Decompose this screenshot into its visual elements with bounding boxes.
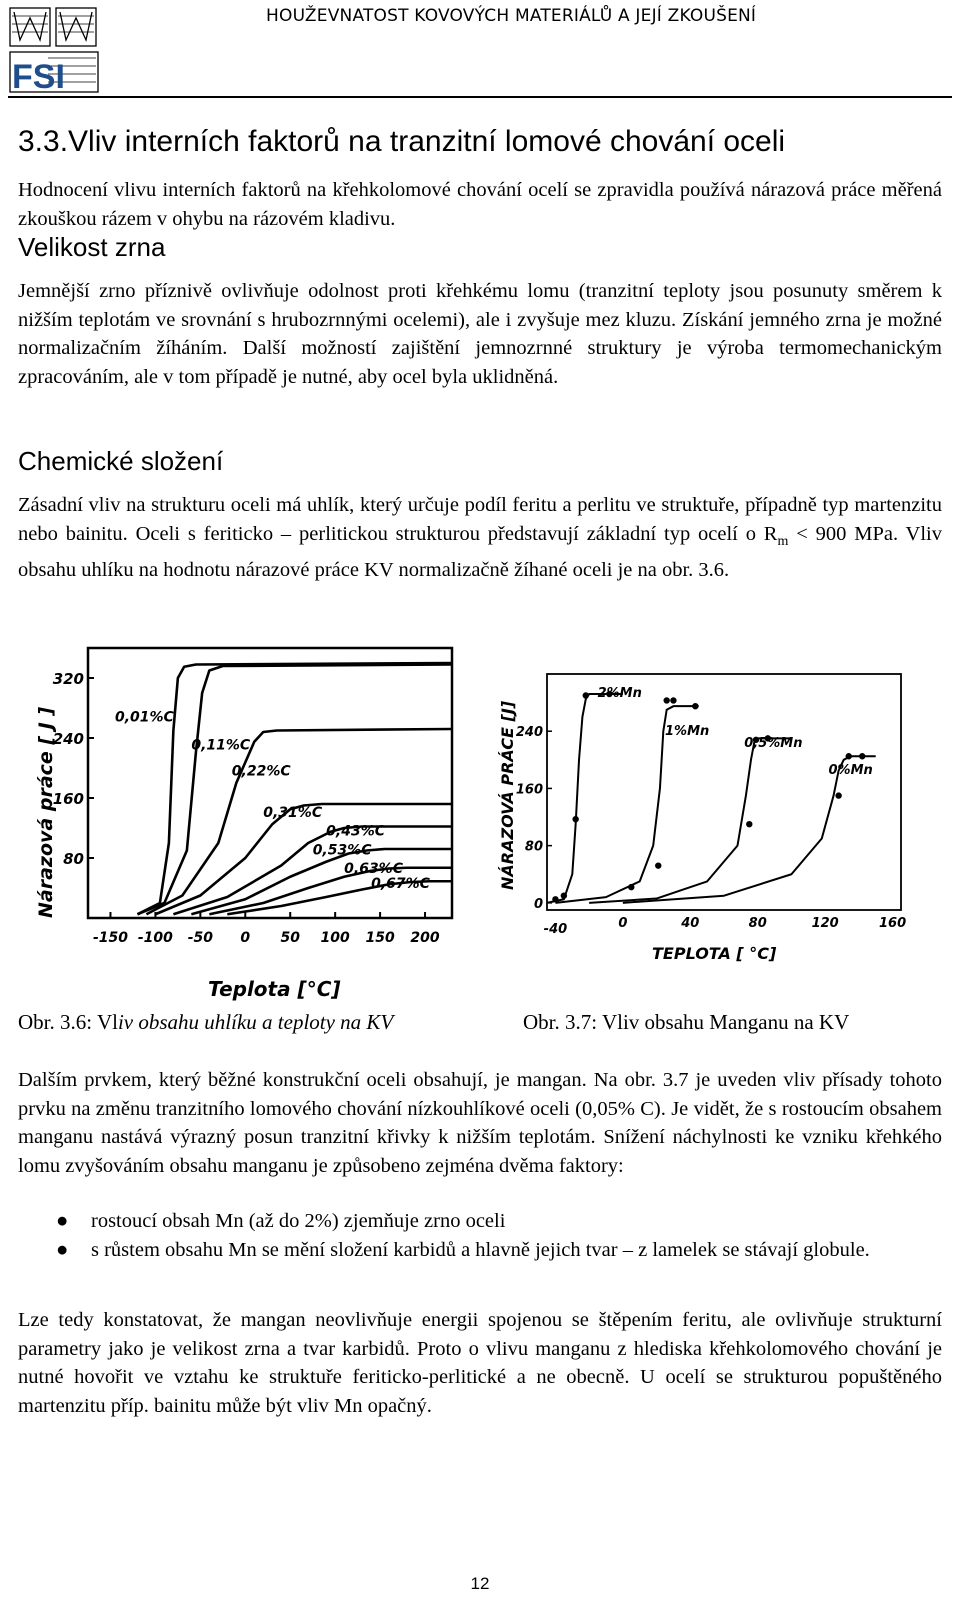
fig1-xtick-label: 0	[240, 930, 251, 946]
fig1-ytick-label: 240	[52, 730, 84, 748]
fig2-data-point	[583, 692, 589, 698]
fig2-data-point	[572, 816, 578, 822]
chem-text-b: < 900 MPa. Vliv obsahu uhlíku na hodnotu nárazové práce KV normalizačně žíhané oceli je na obr. 3.6.	[18, 522, 942, 582]
chemistry-paragraph	[18, 491, 942, 585]
caption-fig1-italic: iv obsahu uhlíku a teploty na KV	[117, 1010, 394, 1034]
fig2-data-point	[663, 697, 669, 703]
fig1-curve-label: 0,01%C	[114, 709, 174, 726]
fig1-curve-label: 0,11%C	[191, 737, 251, 754]
bullet-icon: ●	[56, 1238, 69, 1261]
fig2-data-point	[746, 821, 752, 827]
bullet-text: rostoucí obsah Mn (až do 2%) zjemňuje zrno oceli	[91, 1210, 506, 1232]
fig2-ytick-label: 160	[515, 782, 543, 798]
bullet-icon: ●	[56, 1210, 69, 1232]
fig2-ylabel: NÁRAZOVÁ PRÁCE [J]	[498, 700, 517, 890]
fig2-data-point	[692, 703, 698, 709]
fig2-curve-label: 0%Mn	[828, 763, 873, 779]
fig1-xlabel: Teplota [°C]	[208, 977, 341, 1001]
list-item	[18, 1236, 942, 1265]
fig1-xtick-label: -100	[137, 930, 173, 946]
fig1-curve-label: 0,63%C	[344, 861, 403, 877]
intro-paragraph: Hodnocení vlivu interních faktorů na křehkolomové chování ocelí se zpravidla používá nárazová práce měřená zkouškou rázem v ohybu na rázovém kladivu.	[18, 179, 942, 230]
manganese-paragraph: Dalším prvkem, který běžné konstrukční oceli obsahují, je mangan. Na obr. 3.7 je uveden vliv přísady tohoto prvku na změnu tranzitního lomového chování nízkouhlíkové oceli (0,05% C). Je vidět, že s rostoucím obsahem manganu nastává výrazný posun tranzitní křivky k nižším teplotám. Snížení náchylnosti ke vzniku křehkého lomu zvyšováním obsahu manganu je způsobeno zejména dvěma faktory:	[18, 1069, 942, 1177]
fig2-ytick-label: 240	[515, 725, 543, 741]
fig1-xtick-label: -50	[187, 930, 213, 946]
fig2-data-point	[561, 892, 567, 898]
fig1-ylabel: Nárazová práce [ J ]	[35, 706, 57, 918]
heading-chemical-composition: Chemické složení	[18, 446, 224, 476]
caption-figure-3-6	[18, 1010, 393, 1035]
figure-manganese-chart	[492, 668, 912, 968]
fig1-curve-label: 0,22%C	[231, 763, 291, 780]
fig1-ytick-label: 320	[52, 670, 84, 688]
fig2-xlabel: TEPLOTA [ °C]	[652, 944, 777, 963]
heading-grain-size: Velikost zrna	[18, 232, 166, 262]
section-number: 3.3.	[18, 125, 69, 158]
fig2-xtick-label: -40	[543, 922, 568, 937]
fig2-curve-label: 1%Mn	[665, 723, 710, 739]
page-header	[0, 0, 960, 100]
fig2-series-line	[547, 694, 623, 903]
fig2-xtick-label: 40	[681, 916, 700, 931]
fig2-series-line	[589, 738, 791, 902]
grain-paragraph: Jemnější zrno příznivě ovlivňuje odolnost proti křehkému lomu (tranzitní teploty jsou posunuty směrem k nižším teplotám ve srovnání s hrubozrnnými ocelemi), ale i zvyšuje mez kluzu. Získání jemného zrna je možné normalizačním žíháním. Další možností zajištění jemnozrnné struktury je výroba termomechanickým zpracováním, ale v tom případě je nutné, aby ocel byla uklidněná.	[18, 280, 942, 388]
fig1-curve-label: 0,67%C	[371, 876, 430, 892]
caption-figure-3-7: Obr. 3.7: Vliv obsahu Manganu na KV	[523, 1010, 850, 1034]
fig1-xtick-label: 50	[280, 930, 300, 946]
header-title: HOUŽEVNATOST KOVOVÝCH MATERIÁLŮ A JEJÍ ZKOUŠENÍ	[266, 6, 757, 26]
fig2-xtick-label: 80	[748, 916, 767, 931]
fig1-curve-label: 0,53%C	[312, 842, 372, 859]
section-title	[18, 125, 785, 159]
fig1-xtick-label: 150	[365, 930, 395, 946]
fig1-ytick-label: 80	[63, 850, 84, 868]
fig2-data-point	[628, 884, 634, 890]
fig1-series-line	[173, 827, 452, 915]
fsi-logo	[8, 6, 100, 94]
fig2-frame	[547, 674, 901, 910]
caption-fig1-prefix: Obr. 3.6: Vl	[18, 1010, 118, 1034]
fig1-curve-label: 0,31%C	[263, 804, 323, 821]
chem-text-a: Zásadní vliv na strukturu oceli má uhlík, který určuje podíl feritu a perlitu ve struktuře, případně typ martenzitu nebo bainitu. Oceli s feriticko – perlitickou strukturou představují základní typ ocelí o R	[18, 494, 942, 545]
fig2-curve-label: 0,5%Mn	[744, 735, 803, 751]
fig2-data-point	[552, 896, 558, 902]
fig1-curve-label: 0,43%C	[326, 823, 386, 840]
conclusion-paragraph: Lze tedy konstatovat, že mangan neovlivňuje energii spojenou se štěpením feritu, ale ovlivňuje strukturní parametry jako je velikost zrna a tvar karbidů. Proto o vlivu manganu z hlediska křehkolomového chování je nutné hovořit ve vztahu ke struktuře feriticko-perlitické a ne obecně. U ocelí se strukturou popuštěného martenzitu příp. bainitu může být vliv Mn opačný.	[18, 1309, 942, 1417]
fig1-xtick-label: -150	[92, 930, 128, 946]
page-number: 12	[470, 1574, 490, 1593]
fig2-xtick-label: 160	[879, 916, 907, 931]
fig2-data-point	[835, 792, 841, 798]
fig2-data-point	[846, 753, 852, 759]
list-item	[18, 1207, 942, 1236]
logo-text: FSI	[12, 58, 65, 94]
manganese-factors-list	[18, 1207, 942, 1264]
chem-text-sub: m	[777, 533, 789, 549]
fig2-data-point	[670, 697, 676, 703]
fig2-curve-label: 2%Mn	[597, 685, 642, 701]
fig2-ytick-label: 0	[533, 896, 543, 912]
section-title-text: Vliv interních faktorů na tranzitní lomové chování oceli	[68, 125, 786, 158]
fig1-xtick-label: 200	[410, 930, 440, 946]
figure-carbon-chart	[18, 642, 458, 1004]
fig2-data-point	[655, 862, 661, 868]
fig2-ytick-label: 80	[524, 839, 543, 855]
header-divider	[8, 96, 952, 98]
bullet-text: s růstem obsahu Mn se mění složení karbidů a hlavně jejich tvar – z lamelek se stávají globule.	[91, 1238, 870, 1261]
fig1-ytick-label: 160	[52, 790, 84, 808]
fig2-xtick-label: 120	[811, 916, 839, 931]
fig2-data-point	[859, 753, 865, 759]
fig1-xtick-label: 100	[320, 930, 350, 946]
fig2-xtick-label: 0	[618, 916, 628, 931]
